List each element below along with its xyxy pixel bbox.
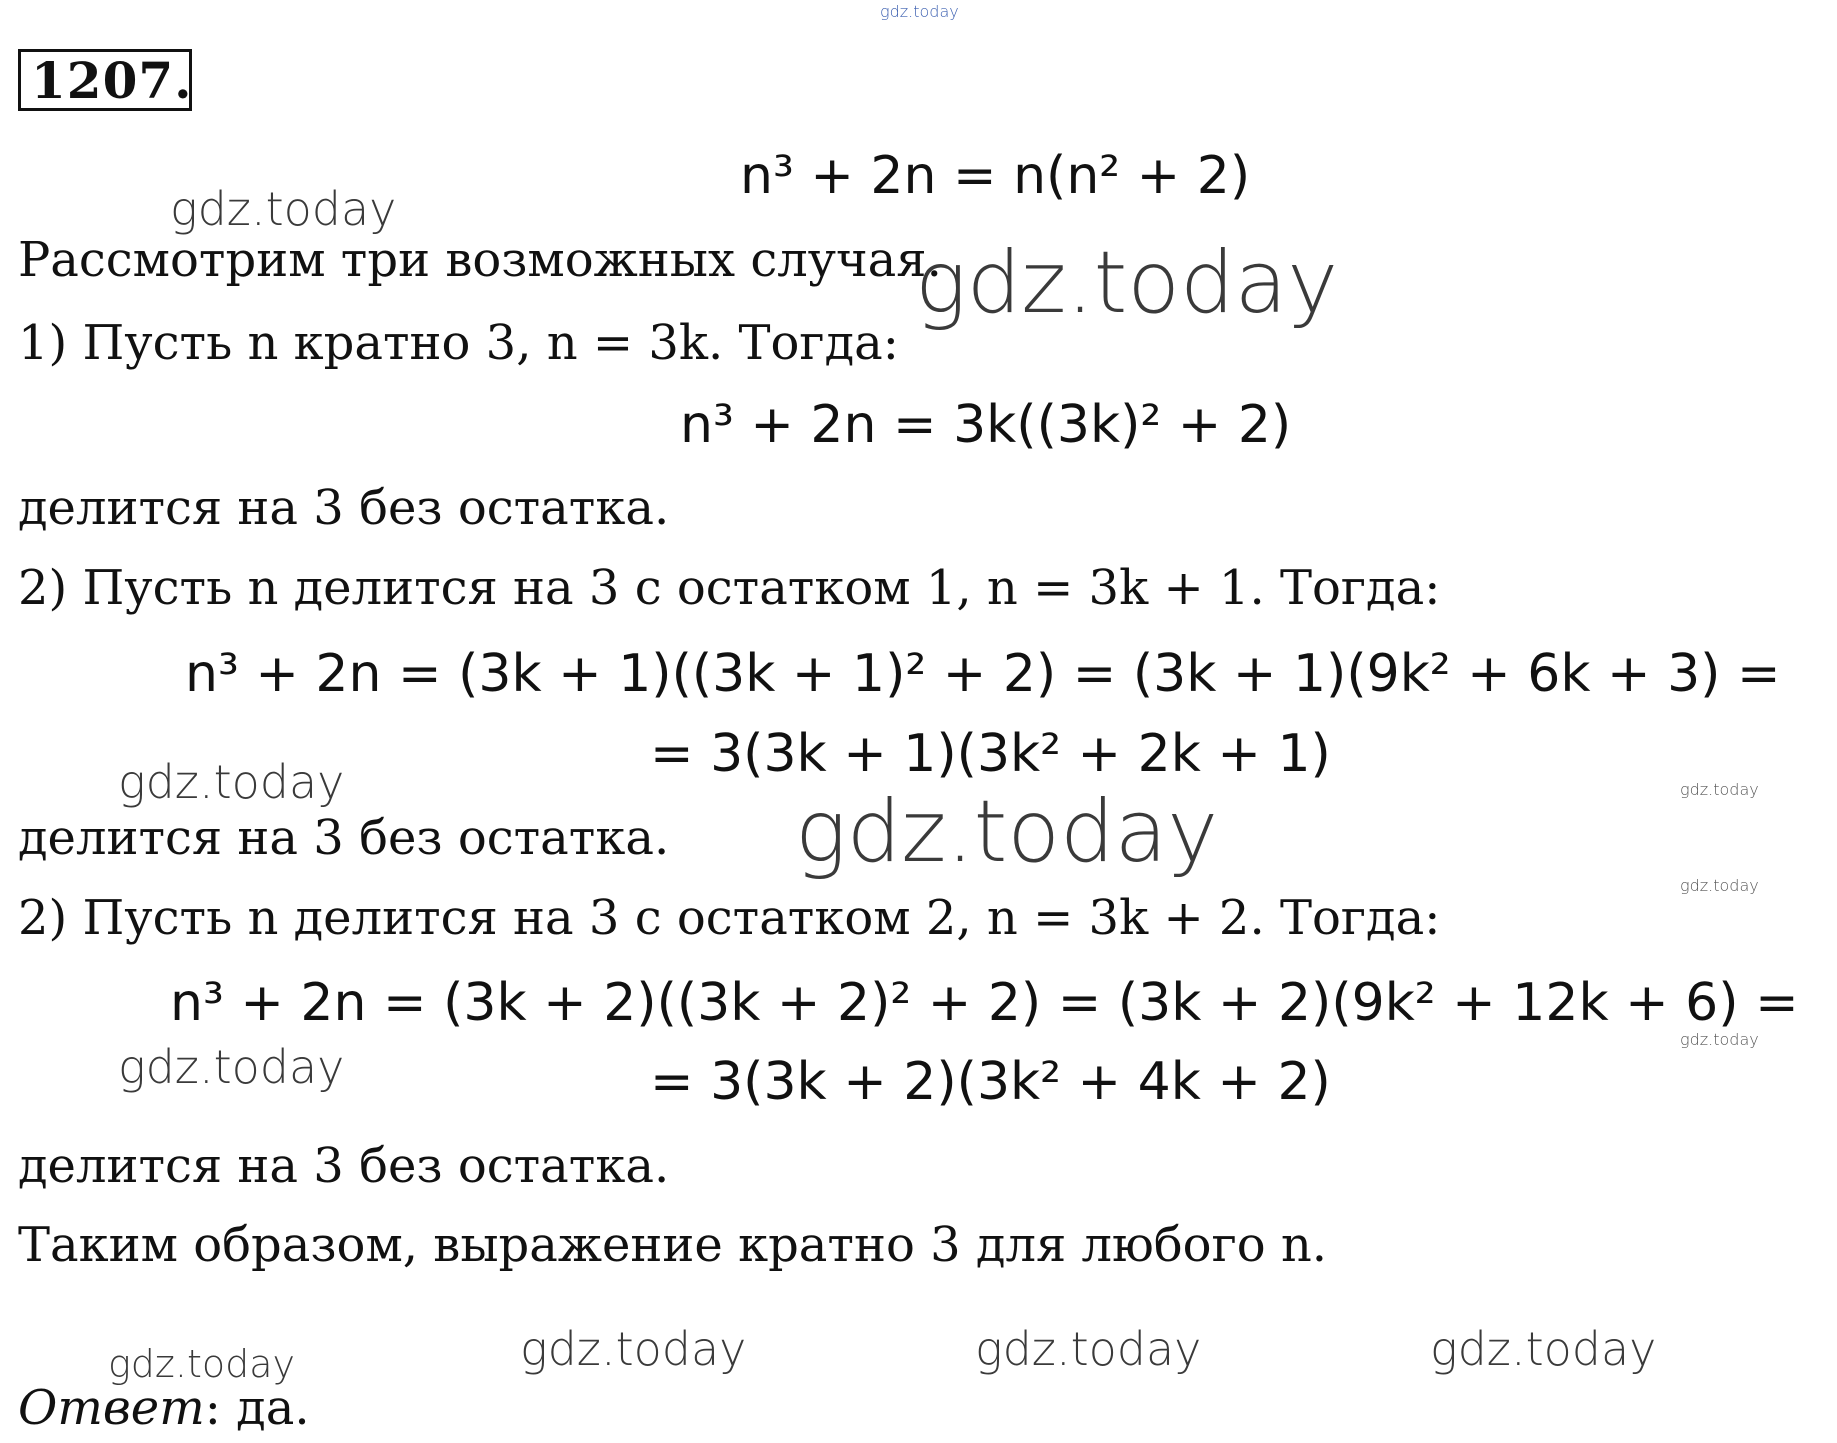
case2-result: делится на 3 без остатка. xyxy=(18,810,670,866)
conclusion-text: Таким образом, выражение кратно 3 для любого n. xyxy=(18,1217,1328,1273)
case2-expression-line1: n³ + 2n = (3k + 1)((3k + 1)² + 2) = (3k + 1)(9k² + 6k + 3) = xyxy=(185,644,1781,704)
watermark: gdz.today xyxy=(1680,1030,1759,1049)
case3-expression-line1: n³ + 2n = (3k + 2)((3k + 2)² + 2) = (3k + 2)(9k² + 12k + 6) = xyxy=(170,973,1799,1033)
watermark: gdz.today xyxy=(975,1322,1202,1376)
case2-text: 2) Пусть n делится на 3 с остатком 1, n = 3k + 1. Тогда: xyxy=(18,560,1441,616)
watermark: gdz.today xyxy=(915,233,1339,333)
answer-line xyxy=(18,1380,310,1436)
watermark: gdz.today xyxy=(118,1040,345,1094)
watermark: gdz.today xyxy=(795,782,1219,882)
case3-result: делится на 3 без остатка. xyxy=(18,1138,670,1194)
watermark: gdz.today xyxy=(118,755,345,809)
problem-number-box xyxy=(18,49,192,111)
case2-expression-line2: = 3(3k + 1)(3k² + 2k + 1) xyxy=(650,724,1331,784)
problem-number: 1207. xyxy=(31,51,193,110)
case3-expression-line2: = 3(3k + 2)(3k² + 4k + 2) xyxy=(650,1052,1331,1112)
watermark: gdz.today xyxy=(170,182,397,236)
watermark: gdz.today xyxy=(1430,1322,1657,1376)
watermark: gdz.today xyxy=(1680,876,1759,895)
main-expression: n³ + 2n = n(n² + 2) xyxy=(740,146,1251,206)
answer-label: Ответ xyxy=(18,1380,205,1436)
answer-value: : да. xyxy=(204,1380,310,1436)
watermark: gdz.today xyxy=(108,1342,295,1386)
watermark: gdz.today xyxy=(1680,780,1759,799)
case1-expression: n³ + 2n = 3k((3k)² + 2) xyxy=(680,395,1292,455)
watermark-top: gdz.today xyxy=(880,2,959,21)
intro-text: Рассмотрим три возможных случая. xyxy=(18,232,942,288)
case1-text: 1) Пусть n кратно 3, n = 3k. Тогда: xyxy=(18,315,899,371)
watermark: gdz.today xyxy=(520,1322,747,1376)
case1-result: делится на 3 без остатка. xyxy=(18,480,670,536)
case3-text: 2) Пусть n делится на 3 с остатком 2, n = 3k + 2. Тогда: xyxy=(18,890,1441,946)
